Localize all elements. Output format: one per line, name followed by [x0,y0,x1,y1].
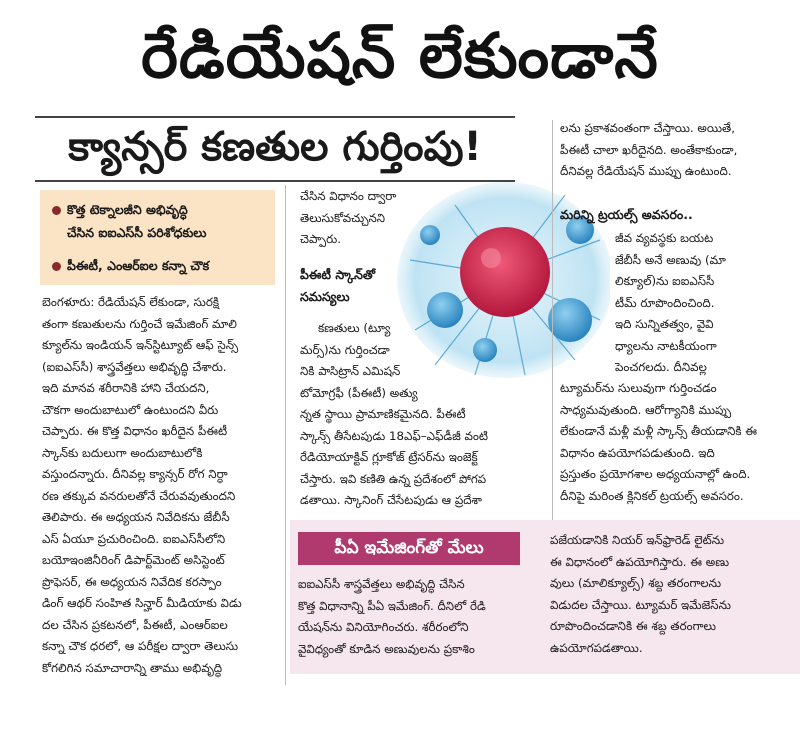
text-line: వైవిధ్యంతో కూడిన అణువులను ప్రకాశిం [298,641,475,656]
text-line: ఎస్ ఏయూ ప్రచురించింది. ఐఐఎస్‌సీలోని [42,531,226,546]
bullet-dot-icon [52,262,61,271]
text-line: వులు (మాలిక్యూల్స్) శబ్ద తరంగాలను [550,576,722,590]
pa-imaging-right [550,530,790,659]
text-line: స్కాన్‌కు బదులుగా అందుబాటులోకి [42,445,203,460]
text-line: టీమ్ రూపొందించింది. [615,295,715,310]
text-line: కన్నా చౌక ధరలో, ఆ పరీక్షల ద్వారా తెలుసు [42,639,239,653]
text-line: డింగ్ ఆథర్ సంహిత సిన్హార్ మీడియాకు విడు [42,596,242,610]
text-line: బెంగళూరు: రేడియేషన్ లేకుండా, సురక్షి [42,295,220,309]
text-line: రేడియోయాక్టివ్ గ్లూకోజ్ ట్రేసర్‌ను ఇంజెక్ట్ [300,450,478,464]
text-line: తంగా కణుతులను గుర్తించే ఇమేజింగ్ మాలి [42,316,237,331]
text-line: విడుదల చేస్తాయి. ట్యూమర్ ఇమేజెస్‌ను [550,597,731,612]
text-line: తెలుసుకోవచ్చునని [300,210,386,225]
text-line: సాధ్యమవుతుంది. ఆరోగ్యానికి ముప్పు [560,402,732,417]
column-3-right [615,228,795,379]
text-line: రూపొందించడానికి ఈ శబ్ద తరంగాలు [550,619,716,633]
column-2-body [300,318,550,512]
text-line: చేస్తారు. ఇవి కణితి ఉన్న ప్రదేశంలో పోగప [300,471,487,486]
text-line: జీవ వ్యవస్థకు బయట [615,231,714,245]
text-line: వస్తుందన్నారు. దీనివల్ల క్యాన్సర్ రోగ నిర్ధా [42,467,228,481]
column-divider [552,120,553,520]
text-line: క్యూల్‌ను ఇండియన్ ఇన్‌స్టిట్యూట్ ఆఫ్ సైన్స్ [42,338,239,352]
text-line: ఈ విధానంలో ఉపయోగిస్తారు. ఈ అణు [550,554,730,569]
text-line: దల చేసిన ప్రకటనలో, పీఈటీ, ఎంఆర్ఐల [42,617,228,632]
headline: రేడియేషన్ లేకుండానే [141,19,659,92]
blue-cell [420,225,440,245]
text-line: చౌకగా అందుబాటులో ఉంటుందని వీరు [42,402,219,417]
text-line: ఉపయోగపడతాయి. [550,640,643,655]
text-line: కొత్త విధానాన్ని పీఏ ఇమేజింగ్. దీనిలో రేడి [298,598,486,613]
text-line: న్నత స్థాయి ప్రామాణికమైనది. పీఈటీ [300,407,466,421]
bullet-item-cont: చేసిన ఐఐఎస్‌సీ పరిశోధకులు [67,225,207,240]
text-line: డతాయి. స్కానింగ్ చేసేటపుడు ఆ ప్రదేశా [300,493,482,507]
text-line: ప్రొఫెసర్, ఈ అధ్యయన నివేదిక కరస్పాం [42,574,222,589]
text-line: దీనిపై మరింత క్లినికల్ ట్రయల్స్ అవసరం. [560,488,744,503]
text-line: లను ప్రకాశవంతంగా చేస్తాయి. అయితే, [560,121,735,135]
column-1 [42,292,280,679]
text-line: చేసిన విధానం ద్వారా [300,189,397,203]
text-line: ప్రస్తుతం ప్రయోగశాల అధ్యయనాల్లో ఉంది. [560,467,751,481]
pa-imaging-heading: పీఏ ఇమేజింగ్‌తో మేలు [298,532,520,565]
text-line: జేబీసీ అనే అణువు (మా [615,252,726,267]
text-line: బయోఇంజినీరింగ్ డిపార్ట్‌మెంట్ అసిస్టెంట్ [42,553,225,567]
text-line: టోమోగ్రఫీ (పీఈటీ) అత్యు [300,385,418,400]
text-line: దీనివల్ల రేడియేషన్ ముప్పు ఉంటుంది. [560,164,732,178]
text-line: మర్స్)ను గుర్తించడా [300,342,390,357]
bullet-item: పీఈటీ, ఎంఆర్ఐల కన్నా చౌక [52,254,272,277]
text-line: కోగలిగిన సమాచారాన్ని తాము అభివృద్ధి [42,660,223,675]
text-line: ఐఐఎస్‌సీ శాస్త్రవేత్తలు అభివృద్ధి చేసిన [298,577,465,591]
text-line: ఇది సున్నితత్వం, వైవి [615,317,714,331]
text-line: చెప్పారు. ఈ కొత్త విధానం ఖరీదైన పీఈటీ [42,424,228,438]
text-line: చెప్పారు. [300,232,341,246]
text-line: తెలిపారు. ఈ అధ్యయన నివేదికను జేబీసీ [42,510,230,524]
tumor-highlight [481,248,501,268]
text-line: (ఐఐఎస్‌సీ) శాస్త్రవేత్తలు అభివృద్ధి చేశారు. [42,359,227,374]
text-line: పీఈటీ చాలా ఖరీదైనది. అంతేకాకుండా, [560,142,738,157]
text-line: స్కాన్స్ తీసేటపుడు 18ఎఫ్–ఎఫ్‌డీజీ వంటి [300,428,489,443]
text-line: రణ తక్కువ వనరులతోనే చేరువవుతుందని [42,488,236,503]
text-line: కణతులు (ట్యూ [318,321,391,335]
text-line: ధ్యాలను నాటకీయంగా [615,338,717,353]
bullet-item: కొత్త టెక్నాలజీని అభివృద్ధి [52,198,272,221]
text-line: పజేయడానికి నియర్ ఇన్‌ఫ్రారెడ్ లైట్‌ను [550,533,725,547]
blue-cell [548,298,592,342]
bullet-dot-icon [52,206,61,215]
column-3-top [560,118,795,183]
text-line: నికి పాసిట్రాన్ ఎమిషన్ [300,364,401,378]
text-line: ట్యూమర్‌ను సులువుగా గుర్తించడం [560,381,717,395]
column-2-top [300,186,415,251]
column-divider [285,185,286,685]
section-heading-pet: పీఈటీ స్కాన్‌తో సమస్యలు [300,267,376,304]
pa-imaging-left [298,574,538,660]
text-line: ఇది మానవ శరీరానికి హాని చేయదని, [42,381,210,395]
subheadline: క్యాన్సర్ కణతుల గుర్తింపు! [68,124,482,170]
text-line: యేషన్‌ను వినియోగించరు. శరీరంలోని [298,620,469,634]
text-line: విధానం ఉపయోగపడుతుంది. ఇది [560,445,715,460]
text-line: లేకుండానే మళ్లీ మళ్లీ స్కాన్స్ తీయడానికి ఈ [560,424,758,438]
text-line: లిక్యూల్)ను ఐఐఎస్‌సీ [615,274,715,288]
section-heading-trials: మరిన్ని ట్రయల్స్ అవసరం.. [560,207,693,222]
column-3-bottom [560,378,795,507]
red-tumor-cell [460,227,550,317]
text-line: పెంచగలదు. దీనివల్ల [615,360,707,374]
